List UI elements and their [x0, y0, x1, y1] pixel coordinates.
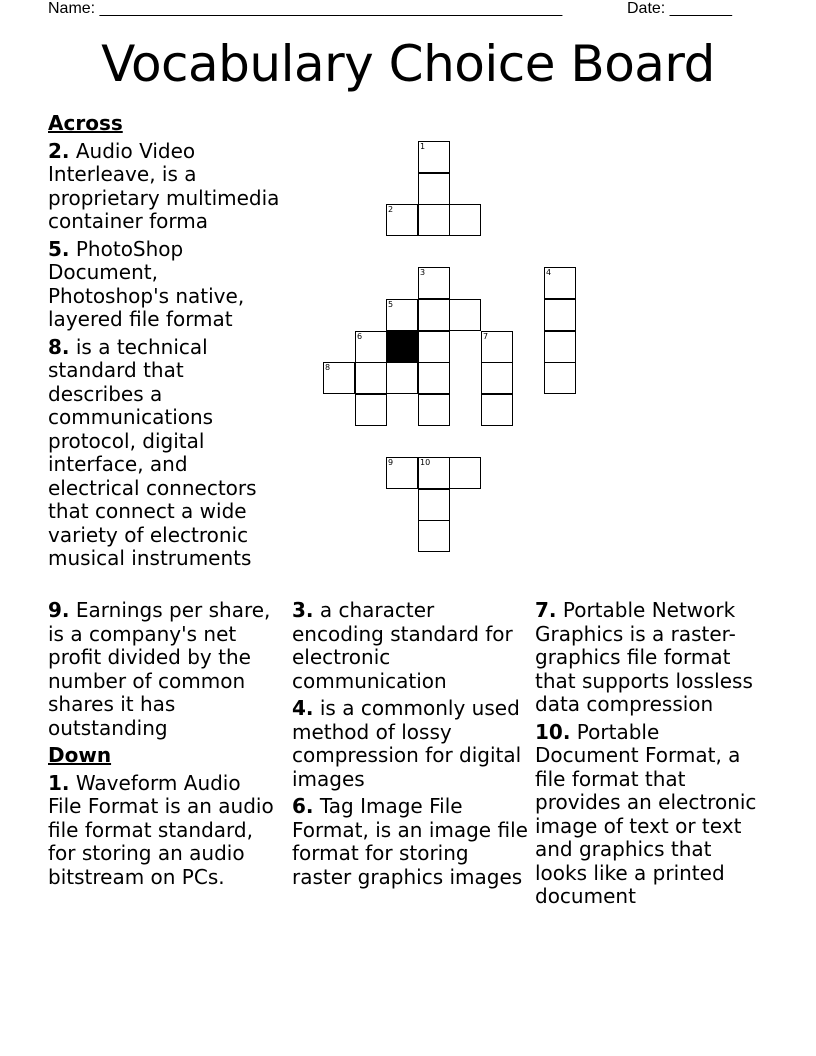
grid-cell[interactable]: [418, 204, 450, 236]
clue-number: 8.: [48, 334, 70, 359]
clue-text: Portable Document Format, a file format that provides an electronic image of text or text and graphics that looks like a printed document: [535, 719, 757, 908]
grid-cell-number: 5: [388, 300, 394, 309]
grid-cell[interactable]: [355, 331, 387, 363]
grid-cell[interactable]: [418, 141, 450, 173]
grid-cell[interactable]: [418, 331, 450, 363]
clue-column-1-lower: [48, 599, 280, 893]
clue-text: Tag Image File Format, is an image file format for storing raster graphics images: [292, 794, 528, 889]
grid-cell[interactable]: [386, 457, 418, 489]
clue-text: is a commonly used method of lossy compression for digital images: [292, 696, 522, 791]
clue-column-3: [535, 599, 771, 913]
across-clue: [48, 238, 280, 332]
down-clue: [292, 599, 528, 693]
grid-cell-number: 6: [357, 332, 363, 341]
grid-cell[interactable]: [418, 489, 450, 521]
grid-cell[interactable]: [481, 331, 513, 363]
down-heading: Down: [48, 743, 112, 767]
across-heading: Across: [48, 111, 123, 135]
page-title: Vocabulary Choice Board: [101, 35, 715, 93]
across-clue: [48, 140, 280, 234]
down-clue: [535, 599, 771, 717]
across-clue: [48, 336, 274, 571]
grid-cell[interactable]: [544, 362, 576, 394]
grid-cell[interactable]: [449, 204, 481, 236]
grid-cell[interactable]: [323, 362, 355, 394]
clue-number: 6.: [292, 794, 314, 818]
clue-text: is a technical standard that describes a communications protocol, digital interface, and electrical connectors that connect a wide variety of electronic musical instruments: [48, 334, 257, 570]
grid-cell[interactable]: [418, 394, 450, 426]
clue-number: 9.: [48, 598, 70, 622]
grid-cell[interactable]: [544, 267, 576, 299]
grid-cell-number: 4: [546, 268, 552, 277]
grid-cell-black: [386, 331, 418, 363]
grid-cell[interactable]: [418, 457, 450, 489]
clue-number: 1.: [48, 770, 70, 795]
grid-cell[interactable]: [544, 299, 576, 331]
grid-cell-number: 7: [483, 332, 489, 341]
clue-text: Earnings per share, is a company's net profit divided by the number of common shares it has outstanding: [48, 598, 271, 740]
grid-cell[interactable]: [418, 520, 450, 552]
grid-cell[interactable]: [481, 394, 513, 426]
clue-text: Portable Network Graphics is a raster-graphics file format that supports lossless data compression: [535, 598, 753, 716]
clue-text: Waveform Audio File Format is an audio file format standard, for storing an audio bitstream on PCs.: [48, 770, 274, 889]
grid-cell[interactable]: [481, 362, 513, 394]
across-clue: [48, 599, 280, 740]
grid-cell[interactable]: [355, 394, 387, 426]
grid-cell-number: 9: [388, 458, 394, 467]
grid-cell[interactable]: [418, 362, 450, 394]
clue-text: a character encoding standard for electronic communication: [292, 598, 513, 693]
clue-number: 10.: [535, 719, 571, 744]
grid-cell[interactable]: [386, 299, 418, 331]
clue-number: 3.: [292, 598, 314, 622]
date-line: Date: _______: [627, 0, 732, 17]
clue-number: 5.: [48, 236, 70, 261]
grid-cell[interactable]: [418, 173, 450, 205]
clue-text: Audio Video Interleave, is a proprietary multimedia container forma: [48, 138, 280, 233]
down-clue: [292, 697, 528, 791]
clue-column-2: [292, 599, 528, 893]
name-line: Name: ____________________________________________________: [48, 0, 563, 17]
clue-column-1: [48, 112, 280, 575]
clue-number: 4.: [292, 696, 314, 720]
grid-cell[interactable]: [449, 299, 481, 331]
clue-text: PhotoShop Document, Photoshop's native, layered file format: [48, 236, 245, 331]
grid-cell[interactable]: [386, 362, 418, 394]
grid-cell-number: 1: [420, 142, 426, 151]
header: [48, 0, 748, 19]
grid-cell[interactable]: [449, 457, 481, 489]
grid-cell[interactable]: [418, 299, 450, 331]
grid-cell[interactable]: [386, 204, 418, 236]
grid-cell[interactable]: [418, 267, 450, 299]
clue-number: 7.: [535, 598, 557, 622]
grid-cell[interactable]: [355, 362, 387, 394]
down-clue: [48, 772, 280, 890]
grid-cell-number: 8: [325, 363, 331, 372]
down-clue: [292, 795, 528, 889]
grid-cell-number: 2: [388, 205, 394, 214]
grid-cell[interactable]: [544, 331, 576, 363]
down-clue: [535, 721, 761, 909]
clue-number: 2.: [48, 138, 70, 163]
grid-cell-number: 10: [420, 458, 431, 467]
grid-cell-number: 3: [420, 268, 426, 277]
